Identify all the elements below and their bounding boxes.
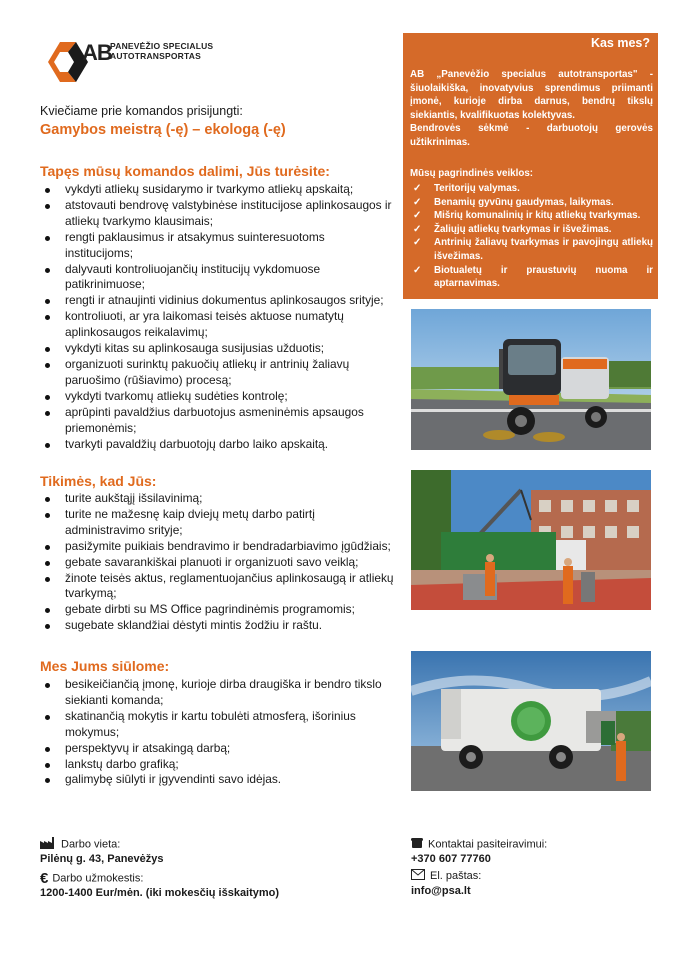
activity-item	[410, 196, 653, 210]
expectation-item: sugebate sklandžiai dėstyti mintis žodžiu ir raštu.	[40, 618, 395, 634]
activity-text: Benamių gyvūnų gaudymas, laikymas.	[434, 196, 614, 208]
activity-item	[410, 236, 653, 263]
duty-item: rengti paklausimus ir atsakymus suinteresuotoms institucijoms;	[40, 230, 395, 262]
photo-garbage-truck	[411, 651, 651, 791]
salary-label: Darbo užmokestis:	[52, 872, 144, 885]
duty-item: kontroliuoti, ar yra laikomasi teisės aktuose numatytų aplinkosaugos reikalavimų;	[40, 309, 395, 341]
activity-item	[410, 209, 653, 223]
photo-street-sweeper	[411, 309, 651, 450]
panel-description	[410, 68, 653, 150]
duty-item: vykdyti tvarkomų atliekų sudėties kontrolę;	[40, 389, 395, 405]
email-block	[411, 869, 481, 883]
salary-block	[40, 870, 143, 887]
expectation-item: gebate dirbti su MS Office pagrindinėmis programomis;	[40, 602, 395, 618]
expectation-item: turite aukštąjį išsilavinimą;	[40, 491, 395, 507]
duty-item: vykdyti atliekų susidarymo ir tvarkymo atliekų apskaitą;	[40, 182, 395, 198]
checkmark-icon: ✓	[413, 210, 422, 222]
panel-title: Kas mes?	[590, 36, 650, 50]
offer-item: lankstų darbo grafiką;	[40, 757, 395, 773]
phone-number[interactable]: +370 607 77760	[411, 853, 491, 865]
duties-heading: Tapęs mūsų komandos dalimi, Jūs turėsite:	[40, 163, 330, 179]
job-title: Gamybos meistrą (-ę) – ekologą (-ę)	[40, 122, 286, 138]
duty-item: vykdyti kitas su aplinkosauga susijusias užduotis;	[40, 341, 395, 357]
activity-text: Teritorijų valymas.	[434, 183, 520, 194]
salary-value: 1200-1400 Eur/mėn. (iki mokesčių išskaitymo)	[40, 887, 280, 899]
intro-text: Kviečiame prie komandos prisijungti:	[40, 104, 243, 118]
duty-item: atstovauti bendrovę valstybinėse institucijose aplinkosaugos ir atliekų tvarkymo klausimais;	[40, 198, 395, 230]
logo-line-1: PANEVĖŽIO SPECIALUS	[110, 41, 214, 51]
expect-heading: Tikimės, kad Jūs:	[40, 473, 157, 489]
contact-label: Kontaktai pasiteiravimui:	[428, 838, 548, 851]
expectation-item: gebate savarankiškai planuoti ir organizuoti savo veiklą;	[40, 555, 395, 571]
checkmark-icon: ✓	[413, 223, 422, 235]
duty-item: dalyvauti kontroliuojančių institucijų vykdomuose patikrinimuose;	[40, 262, 395, 294]
logo-text	[110, 41, 213, 61]
duty-item: tvarkyti pavaldžių darbuotojų darbo laiko apskaitą.	[40, 437, 395, 453]
duty-item: rengti ir atnaujinti vidinius dokumentus aplinkosaugos srityje;	[40, 293, 395, 309]
expectation-item: pasižymite puikiais bendravimo ir bendradarbiavimo įgūdžiais;	[40, 539, 395, 555]
factory-icon	[40, 837, 56, 852]
offer-list	[40, 677, 395, 788]
offer-item: perspektyvų ir atsakingą darbą;	[40, 741, 395, 757]
logo-line-2: AUTOTRANSPORTAS	[110, 51, 201, 61]
location-value: Pilėnų g. 43, Panevėžys	[40, 853, 164, 865]
expect-list	[40, 491, 395, 634]
expectation-item: turite ne mažesnę kaip dviejų metų darbo patirtį administravimo srityje;	[40, 507, 395, 539]
offer-item: galimybę siūlyti ir įgyvendinti savo idėjas.	[40, 772, 395, 788]
duty-item: organizuoti surinktų pakuočių atliekų ir antrinių žaliavų paruošimo (rūšiavimo) procesą;	[40, 357, 395, 389]
panel-desc-2: Bendrovės sėkmė - darbuotojų gerovės užtikrinimas.	[410, 123, 653, 148]
activity-item	[410, 264, 653, 291]
activity-item	[410, 182, 653, 196]
activities-list	[410, 182, 653, 291]
checkmark-icon: ✓	[413, 196, 422, 208]
email-icon	[411, 869, 425, 883]
phone-icon	[411, 837, 423, 852]
expectation-item: žinote teisės aktus, reglamentuojančius aplinkosaugą ir atliekų tvarkymą;	[40, 571, 395, 603]
activity-text: Antrinių žaliavų tvarkymas ir pavojingų atliekų išvežimas.	[434, 237, 653, 262]
offer-item: skatinančią mokytis ir kartu tobulėti atmosferą, išorinius mokymus;	[40, 709, 395, 741]
offer-heading: Mes Jums siūlome:	[40, 658, 170, 674]
location-block	[40, 837, 120, 852]
activity-text: Biotualetų ir praustuvių nuoma ir aptarnavimas.	[434, 264, 653, 290]
offer-item: besikeičiančią įmonę, kurioje dirba draugiška ir bendro tikslo siekianti komanda;	[40, 677, 395, 709]
checkmark-icon: ✓	[413, 183, 422, 194]
activity-item	[410, 223, 653, 237]
email-address[interactable]: info@psa.lt	[411, 885, 471, 897]
euro-icon: €	[40, 870, 49, 887]
location-label: Darbo vieta:	[61, 838, 121, 851]
activity-text: Mišrių komunalinių ir kitų atliekų tvarkymas.	[434, 210, 641, 222]
activities-heading: Mūsų pagrindinės veiklos:	[410, 168, 534, 179]
checkmark-icon: ✓	[413, 264, 422, 276]
activity-text: Žaliųjų atliekų tvarkymas ir išvežimas.	[434, 223, 612, 235]
checkmark-icon: ✓	[413, 237, 422, 249]
about-panel	[403, 33, 658, 299]
duty-item: aprūpinti pavaldžius darbuotojus asmeninėmis apsaugos priemonėmis;	[40, 405, 395, 437]
panel-desc-1: AB „Panevėžio specialus autotransportas" - šiuolaikiška, inovatyvius sprendimus priimanti įmonė, kurioje dirba darnus, bendrų tikslų siekiantis, kvalifikuotas kolektyvas.	[410, 69, 653, 121]
contact-block	[411, 837, 547, 852]
email-label: El. paštas:	[430, 869, 482, 882]
photo-container-crane	[411, 470, 651, 610]
logo-ab: AB	[82, 40, 112, 65]
duties-list	[40, 182, 395, 452]
